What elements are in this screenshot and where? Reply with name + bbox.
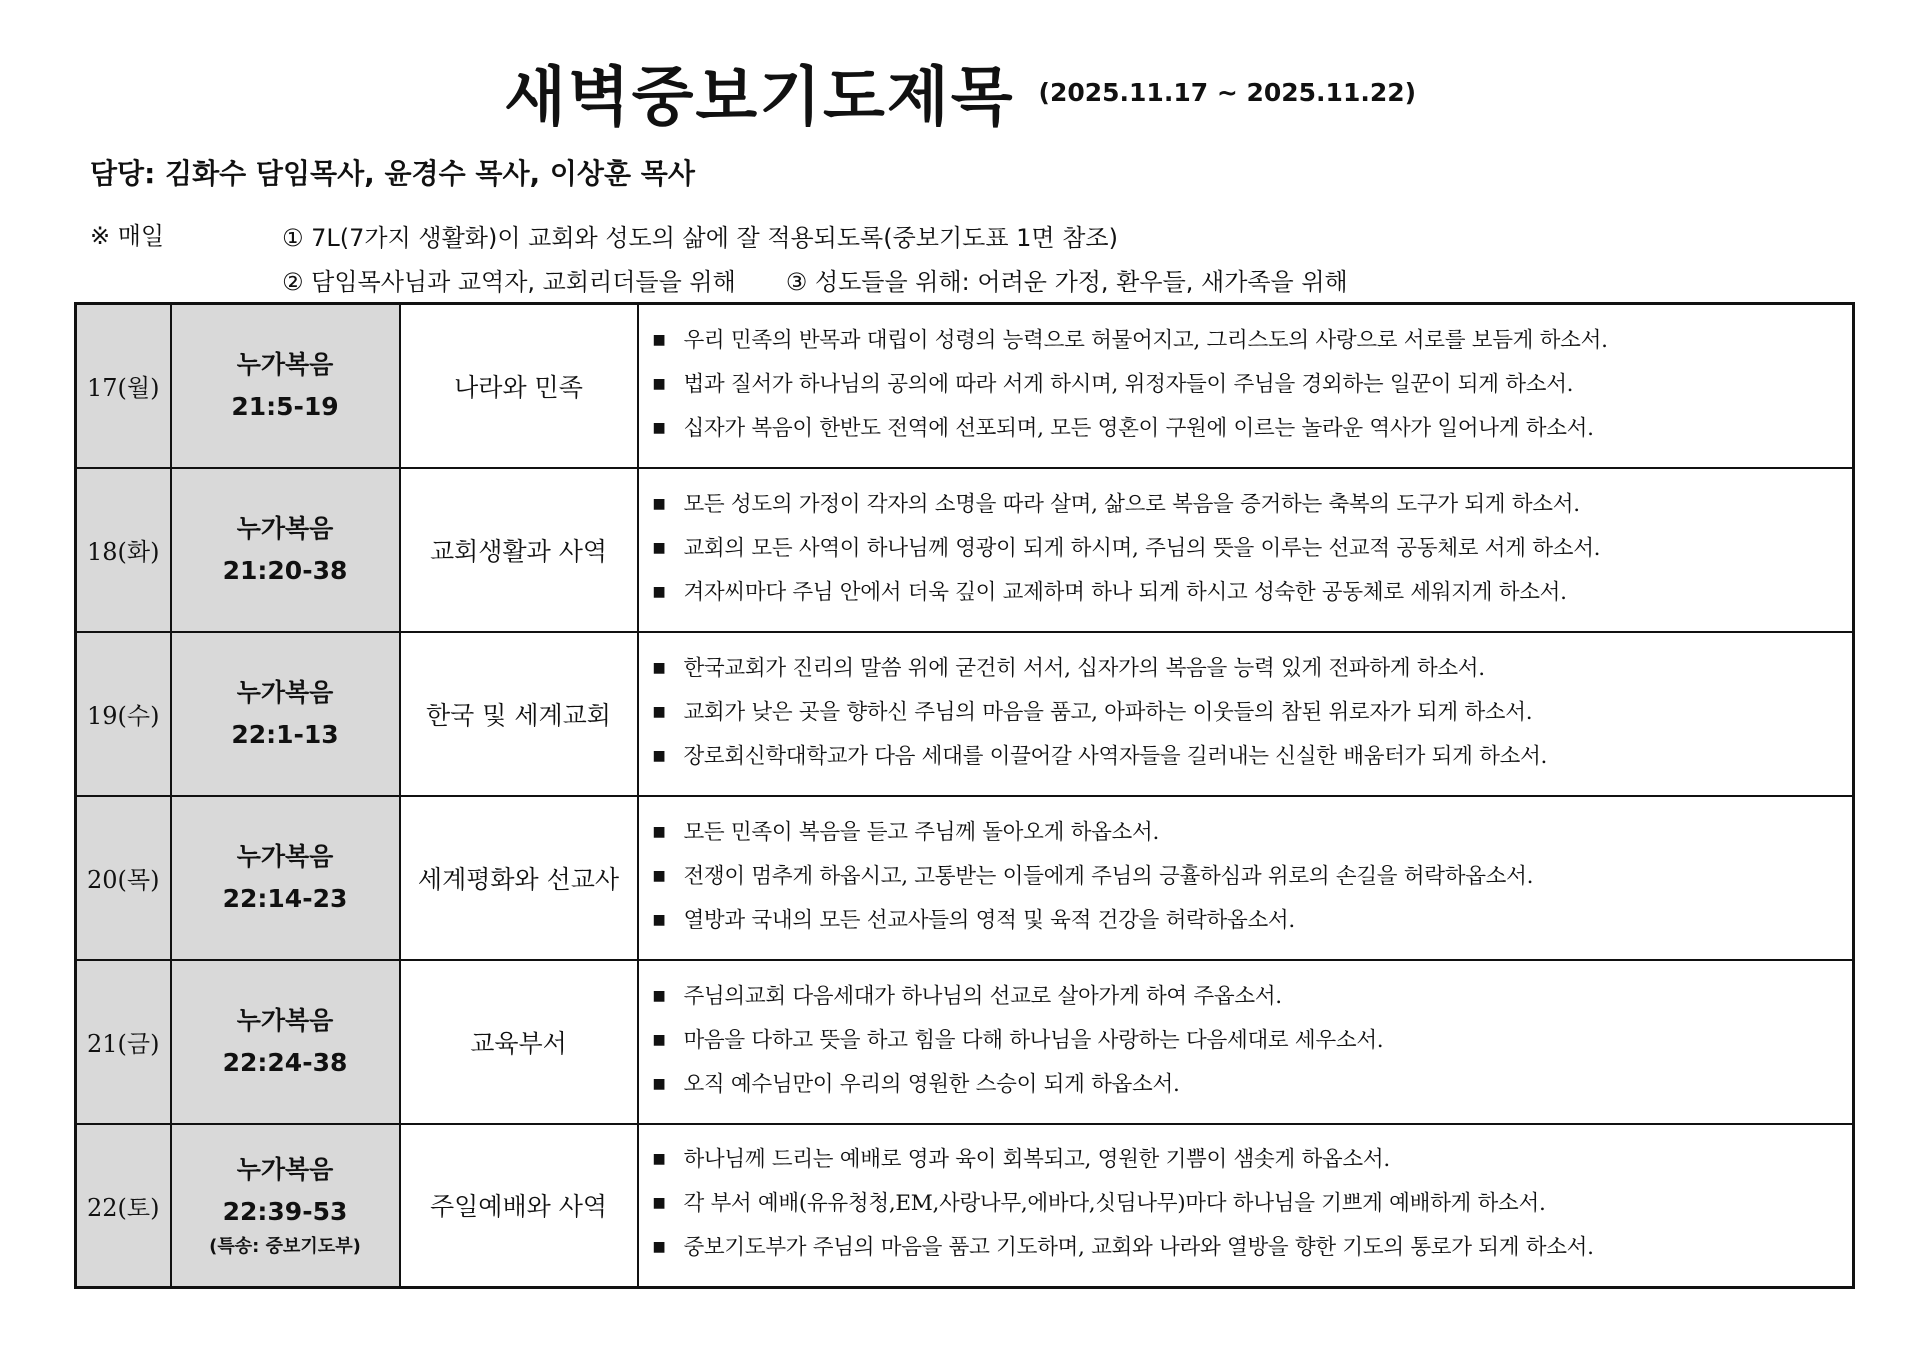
special-note: (특송: 중보기도부) xyxy=(209,1236,361,1258)
day-date: 20(목) xyxy=(76,796,171,960)
table-row xyxy=(76,632,1854,796)
day-date: 18(화) xyxy=(76,468,171,632)
day-date: 17(월) xyxy=(76,304,171,468)
prayer-list xyxy=(653,484,1853,616)
scripture-cell xyxy=(171,304,400,468)
prayer-item: ■ 겨자씨마다 주님 안에서 더욱 깊이 교제하며 하나 되게 하시고 성숙한 공동체로 세워지게 하소서. xyxy=(653,572,1853,616)
table-row xyxy=(76,468,1854,632)
scripture-cell xyxy=(171,468,400,632)
prayer-item: ■ 교회의 모든 사역이 하나님께 영광이 되게 하시며, 주님의 뜻을 이루는 선교적 공동체로 서게 하소서. xyxy=(653,528,1853,572)
prayer-item: ■ 마음을 다하고 뜻을 하고 힘을 다해 하나님을 사랑하는 다음세대로 세우소서. xyxy=(653,1020,1853,1064)
day-date: 19(수) xyxy=(76,632,171,796)
daily-label: ※ 매일 xyxy=(90,222,165,250)
date-range: (2025.11.17 ~ 2025.11.22) xyxy=(1038,77,1417,107)
prayer-item: ■ 각 부서 예배(유유청청,EM,사랑나무,에바다,싯딤나무)마다 하나님을 기쁘게 예배하게 하소서. xyxy=(653,1183,1853,1227)
prayer-item: ■ 전쟁이 멈추게 하옵시고, 고통받는 이들에게 주님의 긍휼하심과 위로의 손길을 허락하옵소서. xyxy=(653,856,1853,900)
scripture-book: 누가복음 xyxy=(236,1155,334,1185)
prayer-item: ■ 모든 민족이 복음을 듣고 주님께 돌아오게 하옵소서. xyxy=(653,812,1853,856)
prayer-item: ■ 하나님께 드리는 예배로 영과 육이 회복되고, 영원한 기쁨이 샘솟게 하옵소서. xyxy=(653,1139,1853,1183)
prayer-item: ■ 열방과 국내의 모든 선교사들의 영적 및 육적 건강을 허락하옵소서. xyxy=(653,900,1853,944)
page-title: 새벽중보기도제목 xyxy=(503,61,1015,135)
prayer-item: ■ 법과 질서가 하나님의 공의에 따라 서게 하시며, 위정자들이 주님을 경외하는 일꾼이 되게 하소서. xyxy=(653,364,1853,408)
scripture-cell xyxy=(171,960,400,1124)
prayer-topic: 나라와 민족 xyxy=(400,304,638,468)
prayer-list xyxy=(653,976,1853,1108)
persons-in-charge: 담당: 김화수 담임목사, 윤경수 목사, 이상훈 목사 xyxy=(90,157,695,190)
prayer-list xyxy=(653,1139,1853,1271)
prayer-item: ■ 장로회신학대학교가 다음 세대를 이끌어갈 사역자들을 길러내는 신실한 배움터가 되게 하소서. xyxy=(653,736,1853,780)
prayer-item: ■ 우리 민족의 반목과 대립이 성령의 능력으로 허물어지고, 그리스도의 사랑으로 서로를 보듬게 하소서. xyxy=(653,320,1853,364)
prayer-item: ■ 한국교회가 진리의 말씀 위에 굳건히 서서, 십자가의 복음을 능력 있게 전파하게 하소서. xyxy=(653,648,1853,692)
scripture-book: 누가복음 xyxy=(236,1005,334,1035)
prayer-list xyxy=(653,320,1853,452)
table-row xyxy=(76,960,1854,1124)
scripture-verse: 22:39-53 xyxy=(222,1197,348,1227)
day-date: 21(금) xyxy=(76,960,171,1124)
title-block xyxy=(504,46,1416,138)
scripture-book: 누가복음 xyxy=(236,841,334,871)
scripture-verse: 22:24-38 xyxy=(222,1047,348,1077)
scripture-book: 누가복음 xyxy=(236,677,334,707)
scripture-cell xyxy=(171,1124,400,1288)
prayer-topic: 주일예배와 사역 xyxy=(400,1124,638,1288)
prayer-items-cell xyxy=(638,960,1854,1124)
prayer-item: ■ 십자가 복음이 한반도 전역에 선포되며, 모든 영혼이 구원에 이르는 놀라운 역사가 일어나게 하소서. xyxy=(653,408,1853,452)
prayer-items-cell xyxy=(638,304,1854,468)
daily-item-row-2 xyxy=(282,260,1348,304)
daily-items xyxy=(282,216,1348,304)
prayer-item: ■ 주님의교회 다음세대가 하나님의 선교로 살아가게 하여 주옵소서. xyxy=(653,976,1853,1020)
prayer-topic: 교육부서 xyxy=(400,960,638,1124)
scripture-cell xyxy=(171,796,400,960)
daily-item-1: ① 7L(7가지 생활화)이 교회와 성도의 삶에 잘 적용되도록(중보기도표 1면 참조) xyxy=(282,224,1118,252)
prayer-list xyxy=(653,812,1853,944)
prayer-item: ■ 모든 성도의 가정이 각자의 소명을 따라 살며, 삶으로 복음을 증거하는 축복의 도구가 되게 하소서. xyxy=(653,484,1853,528)
scripture-verse: 22:14-23 xyxy=(222,883,348,913)
prayer-items-cell xyxy=(638,468,1854,632)
prayer-topic: 세계평화와 선교사 xyxy=(400,796,638,960)
prayer-items-cell xyxy=(638,796,1854,960)
scripture-book: 누가복음 xyxy=(236,349,334,379)
scripture-verse: 22:1-13 xyxy=(231,719,339,749)
prayer-item: ■ 교회가 낮은 곳을 향하신 주님의 마음을 품고, 아파하는 이웃들의 참된 위로자가 되게 하소서. xyxy=(653,692,1853,736)
table-row xyxy=(76,304,1854,468)
table-row xyxy=(76,1124,1854,1288)
scripture-verse: 21:20-38 xyxy=(222,555,348,585)
prayer-list xyxy=(653,648,1853,780)
title-row xyxy=(0,46,1920,138)
daily-item-2: ② 담임목사님과 교역자, 교회리더들을 위해 xyxy=(282,268,736,296)
table-row xyxy=(76,796,1854,960)
prayer-items-cell xyxy=(638,632,1854,796)
prayer-item: ■ 오직 예수님만이 우리의 영원한 스승이 되게 하옵소서. xyxy=(653,1064,1853,1108)
prayer-schedule-table xyxy=(74,302,1855,1289)
scripture-verse: 21:5-19 xyxy=(231,391,339,421)
scripture-book: 누가복음 xyxy=(236,513,334,543)
scripture-cell xyxy=(171,632,400,796)
prayer-topic: 한국 및 세계교회 xyxy=(400,632,638,796)
prayer-item: ■ 중보기도부가 주님의 마음을 품고 기도하며, 교회와 나라와 열방을 향한 기도의 통로가 되게 하소서. xyxy=(653,1227,1853,1271)
daily-item-3: ③ 성도들을 위해: 어려운 가정, 환우들, 새가족을 위해 xyxy=(785,268,1348,296)
prayer-items-cell xyxy=(638,1124,1854,1288)
day-date: 22(토) xyxy=(76,1124,171,1288)
prayer-topic: 교회생활과 사역 xyxy=(400,468,638,632)
